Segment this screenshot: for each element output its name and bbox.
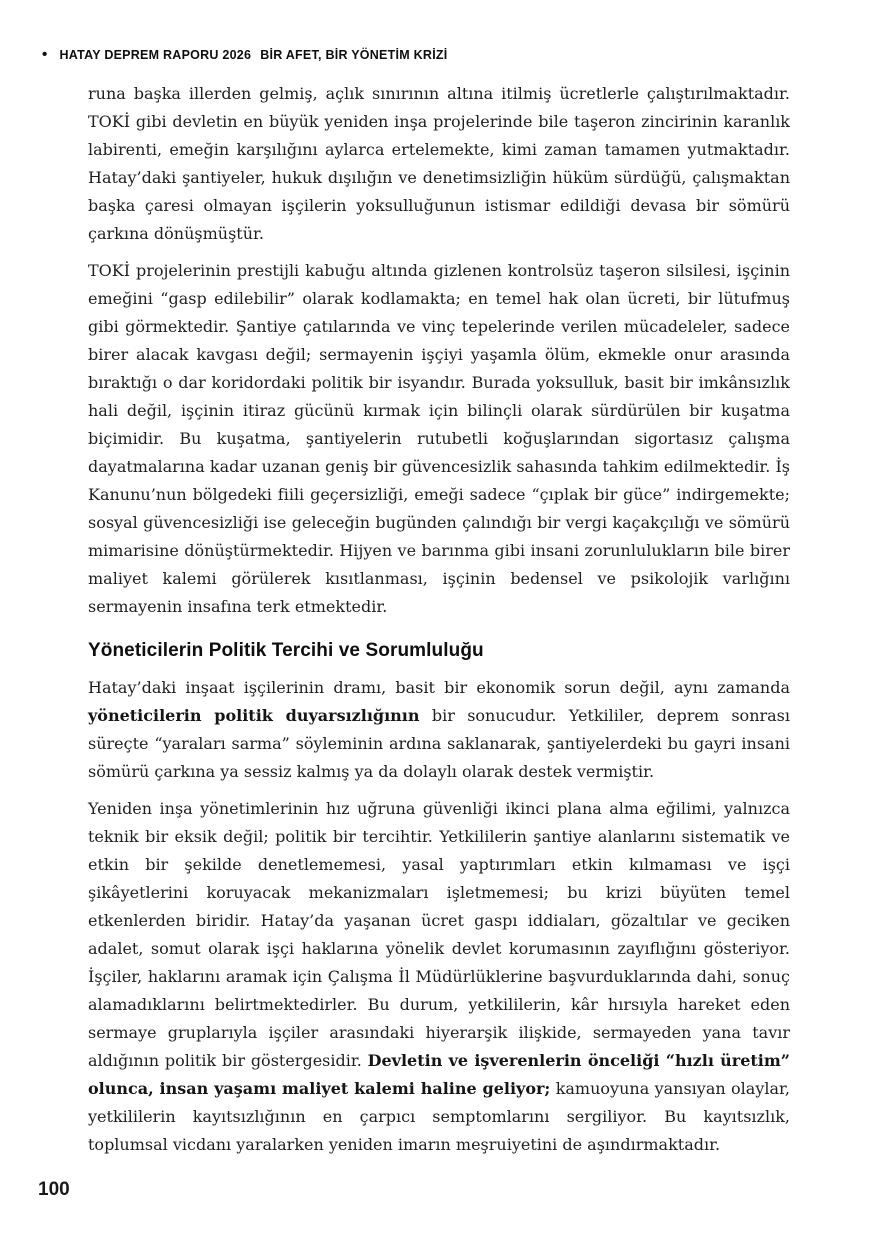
bold-text-segment: yöneticilerin politik duyarsızlığının: [88, 706, 420, 725]
page-number: 100: [38, 1179, 70, 1200]
text-segment: bir sonucudur. Yetkililer, deprem sonrası süreçte “yaraları sarma” söyleminin ardına saklanarak, şantiyelerdeki bu gayri insani sömürü çarkına ya sessiz kalmış ya da dolaylı olarak destek vermiştir.: [88, 706, 791, 781]
paragraph-2: TOKİ projelerinin prestijli kabuğu altında gizlenen kontrolsüz taşeron silsilesi, işçinin emeğini “gasp edilebilir” olarak kodlamakta; en temel hak olan ücreti, bir lütufmuş gibi görmektedir. Şantiye çatılarında ve vinç tepelerinde verilen mücadeleler, sadece birer alacak kavgası değil; sermayenin işçiyi yaşamla ölüm, ekmekle onur arasında bıraktığı o dar koridordaki politik bir isyandır. Burada yoksulluk, basit bir imkânsızlık hali değil, işçinin itiraz gücünü kırmak için bilinçli olarak sürdürülen bir kuşatma biçimidir. Bu kuşatma, şantiyelerin rutubetli koğuşlarından sigortasız çalışma dayatmalarına kadar uzanan geniş bir güvencesizlik sahasında tahkim edilmektedir. İş Kanunu’nun bölgedeki fiili geçersizliği, emeği sadece “çıplak bir güce” indirgemekte; sosyal güvencesizliği ise geleceğin bugünden çalındığı bir vergi kaçakçılığı ve sömürü mimarisine dönüştürmektedir. Hijyen ve barınma gibi insani zorunlulukların bile birer maliyet kalemi görülerek kısıtlanması, işçinin bedensel ve psikolojik varlığını sermayenin insafına terk etmektedir.: [88, 261, 790, 616]
page-body: [88, 80, 790, 1168]
text-segment: kamuoyuna yansıyan olaylar, yetkililerin kayıtsızlığının en çarpıcı semptomlarını sergiliyor. Bu kayıtsızlık, toplumsal vicdanı yaralarken yeniden imarın meşruiyetini de aşındırmaktadır.: [88, 1079, 791, 1154]
running-header-title-right: BİR AFET, BİR YÖNETİM KRİZİ: [260, 47, 448, 62]
text-segment: Hatay’daki inşaat işçilerinin dramı, basit bir ekonomik sorun değil, aynı zamanda: [88, 678, 790, 697]
paragraph-1: runa başka illerden gelmiş, açlık sınırının altına itilmiş ücretlerle çalıştırılmaktadır. TOKİ gibi devletin en büyük yeniden inşa projelerinde bile taşeron zincirinin karanlık labirenti, emeğin karşılığını aylarca ertelemekte, kimi zaman tamamen yutmaktadır. Hatay’daki şantiyeler, hukuk dışılığın ve denetimsizliğin hüküm sürdüğü, çalışmaktan başka çaresi olmayan işçilerin yoksulluğunun istismar edildiği devasa bir sömürü çarkına dönüşmüştür.: [88, 84, 790, 243]
section-heading: Yöneticilerin Politik Tercihi ve Sorumluluğu: [88, 640, 484, 661]
header-bullet-icon: •: [42, 46, 48, 63]
paragraph-3: [88, 674, 790, 786]
running-header-title-left: HATAY DEPREM RAPORU 2026: [59, 47, 252, 62]
text-segment: Yeniden inşa yönetimlerinin hız uğruna güvenliği ikinci plana alma eğilimi, yalnızca teknik bir eksik değil; politik bir tercihtir. Yetkililerin şantiye alanlarını sistematik ve etkin bir şekilde denetlememesi, yasal yaptırımları etkin kılmaması ve işçi şikâyetlerini koruyacak mekanizmaları işletmemesi; bu krizi büyüten temel etkenlerden biridir. Hatay’da yaşanan ücret gaspı iddiaları, gözaltılar ve geciken adalet, somut olarak işçi haklarına yönelik devlet korumasının zayıflığını gösteriyor. İşçiler, haklarını aramak için Çalışma İl Müdürlüklerine başvurduklarında dahi, sonuç alamadıklarını belirtmektedirler. Bu durum, yetkililerin, kâr hırsıyla hareket eden sermaye gruplarıyla işçiler arasındaki hiyerarşik ilişkide, sermayeden yana tavır aldığının politik bir göstergesidir.: [88, 799, 790, 1070]
paragraph-4: [88, 795, 790, 1159]
bold-text-segment: Devletin ve işverenlerin önceliği “hızlı üretim” olunca, insan yaşamı maliyet kalemi haline geliyor;: [88, 1051, 791, 1098]
running-header: [42, 47, 448, 62]
